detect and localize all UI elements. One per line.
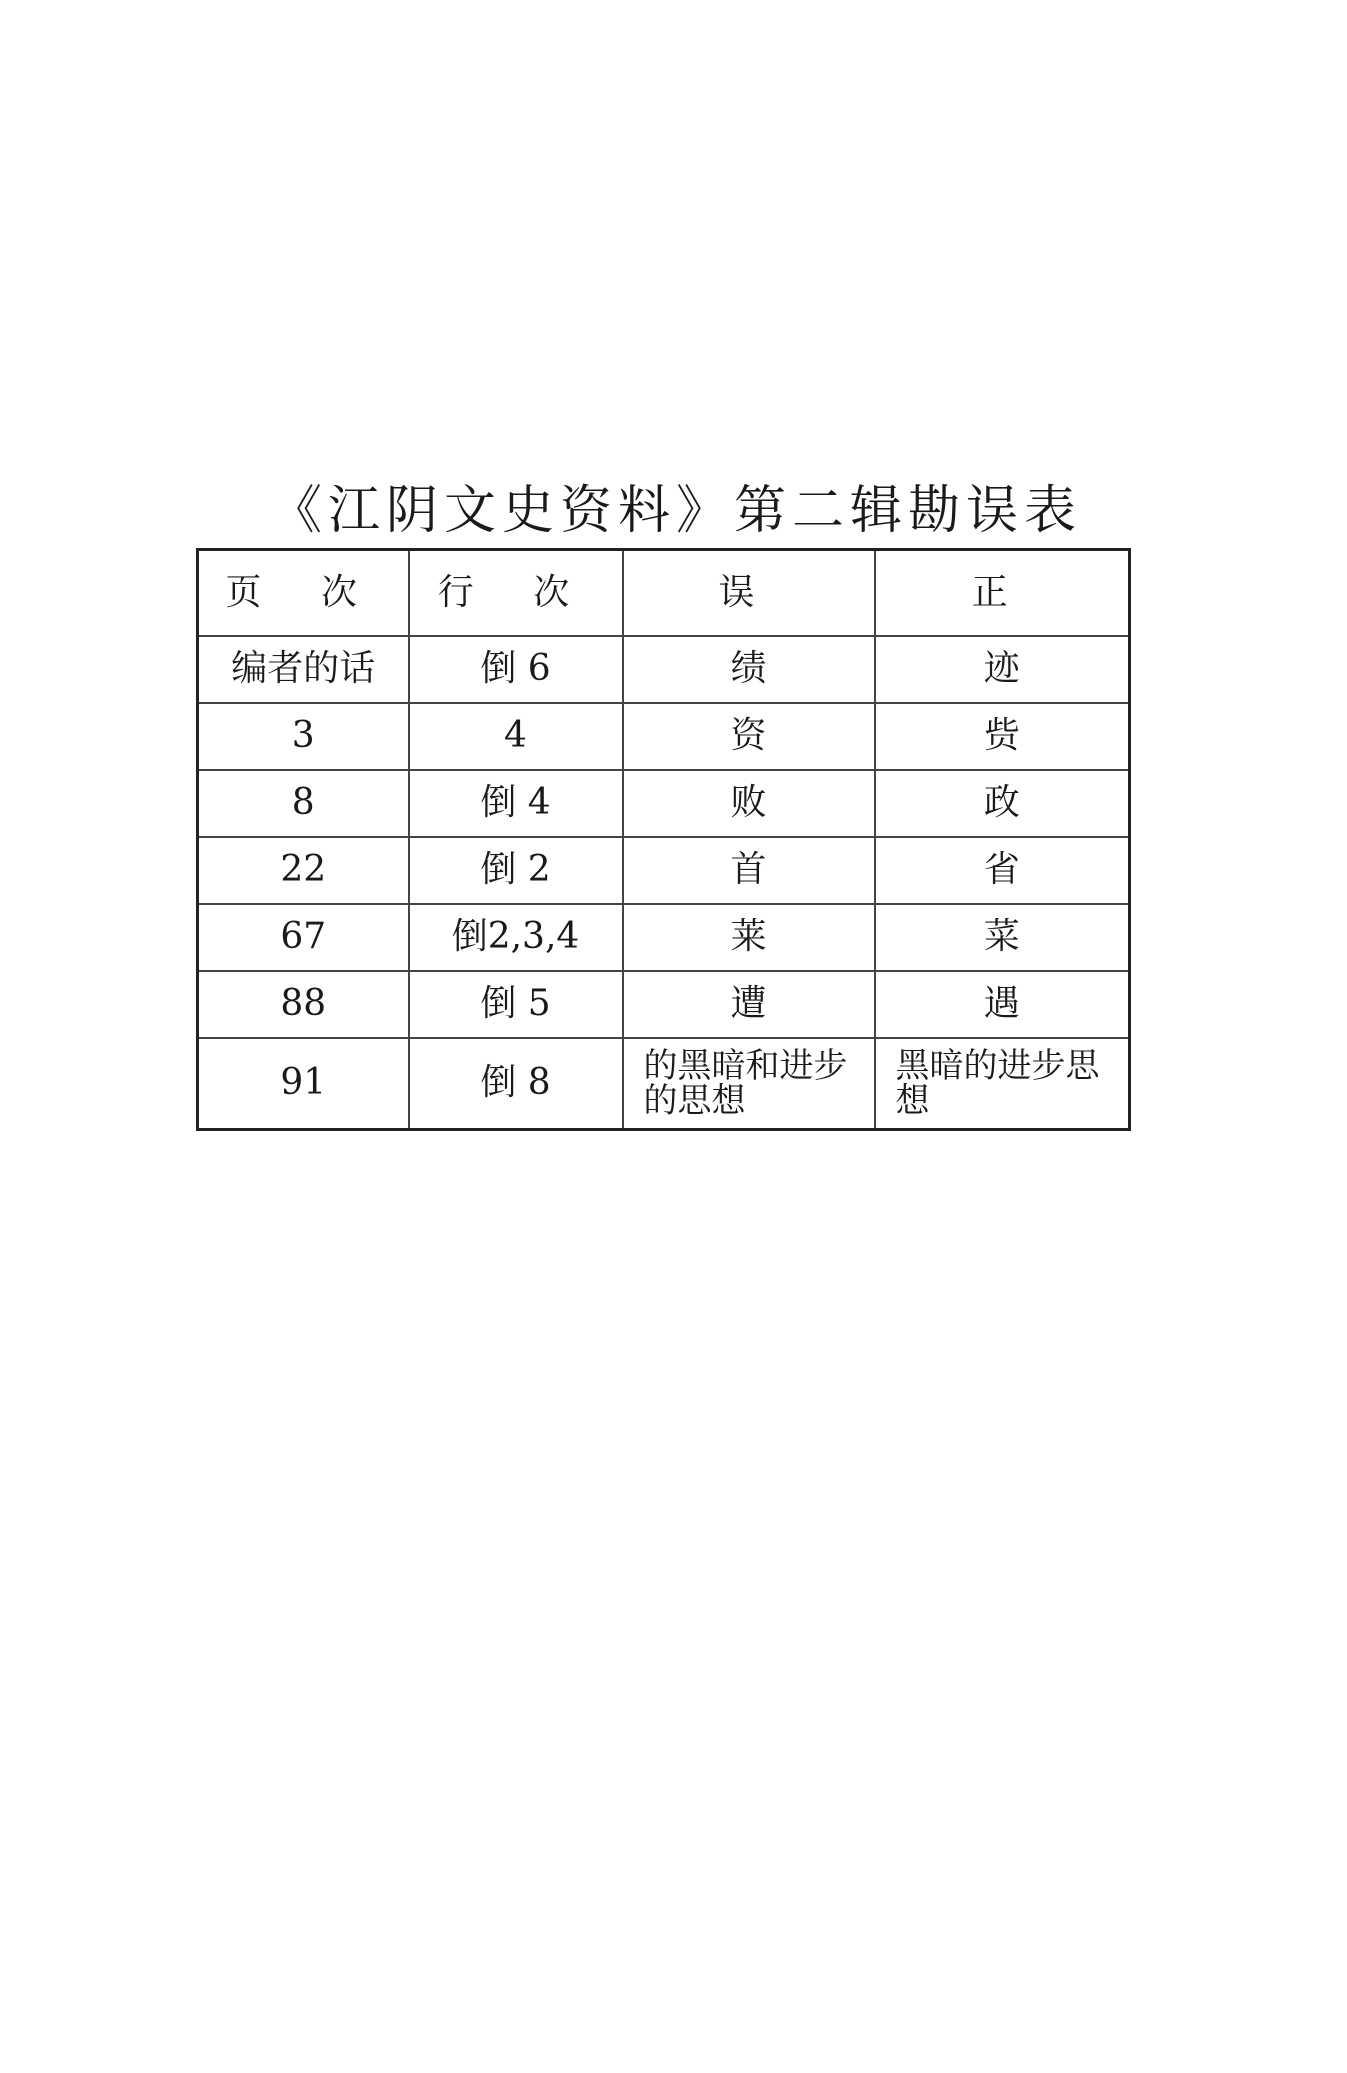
cell-wrong: 绩	[623, 636, 875, 703]
cell-correct: 黑暗的进步思想	[875, 1038, 1130, 1130]
table-row	[198, 770, 1130, 837]
cell-page: 22	[198, 837, 409, 904]
cell-line: 倒 2	[409, 837, 623, 904]
cell-page: 67	[198, 904, 409, 971]
errata-table	[196, 548, 1131, 1131]
header-correct: 正	[875, 550, 1130, 636]
cell-line: 倒 4	[409, 770, 623, 837]
cell-line: 4	[409, 703, 623, 770]
table-header-row	[198, 550, 1130, 636]
table-row	[198, 636, 1130, 703]
cell-line: 倒 8	[409, 1038, 623, 1130]
cell-page: 91	[198, 1038, 409, 1130]
cell-wrong: 莱	[623, 904, 875, 971]
cell-correct: 菜	[875, 904, 1130, 971]
cell-correct: 省	[875, 837, 1130, 904]
header-page: 页 次	[198, 550, 409, 636]
cell-correct: 迹	[875, 636, 1130, 703]
page-title: 《江阴文史资料》第二辑勘误表	[270, 481, 1083, 541]
table-row	[198, 904, 1130, 971]
table-row	[198, 1038, 1130, 1130]
table-row	[198, 703, 1130, 770]
cell-correct: 遇	[875, 971, 1130, 1038]
header-wrong: 误	[623, 550, 875, 636]
cell-page: 88	[198, 971, 409, 1038]
cell-wrong: 首	[623, 837, 875, 904]
table-row	[198, 971, 1130, 1038]
cell-correct: 政	[875, 770, 1130, 837]
cell-line: 倒 6	[409, 636, 623, 703]
cell-correct: 赀	[875, 703, 1130, 770]
cell-line: 倒 5	[409, 971, 623, 1038]
cell-wrong: 遭	[623, 971, 875, 1038]
header-line: 行 次	[409, 550, 623, 636]
cell-wrong: 的黑暗和进步的思想	[623, 1038, 875, 1130]
cell-line: 倒2,3,4	[409, 904, 623, 971]
cell-page: 8	[198, 770, 409, 837]
table-row	[198, 837, 1130, 904]
cell-wrong: 资	[623, 703, 875, 770]
cell-wrong: 败	[623, 770, 875, 837]
cell-page: 3	[198, 703, 409, 770]
cell-page: 编者的话	[198, 636, 409, 703]
